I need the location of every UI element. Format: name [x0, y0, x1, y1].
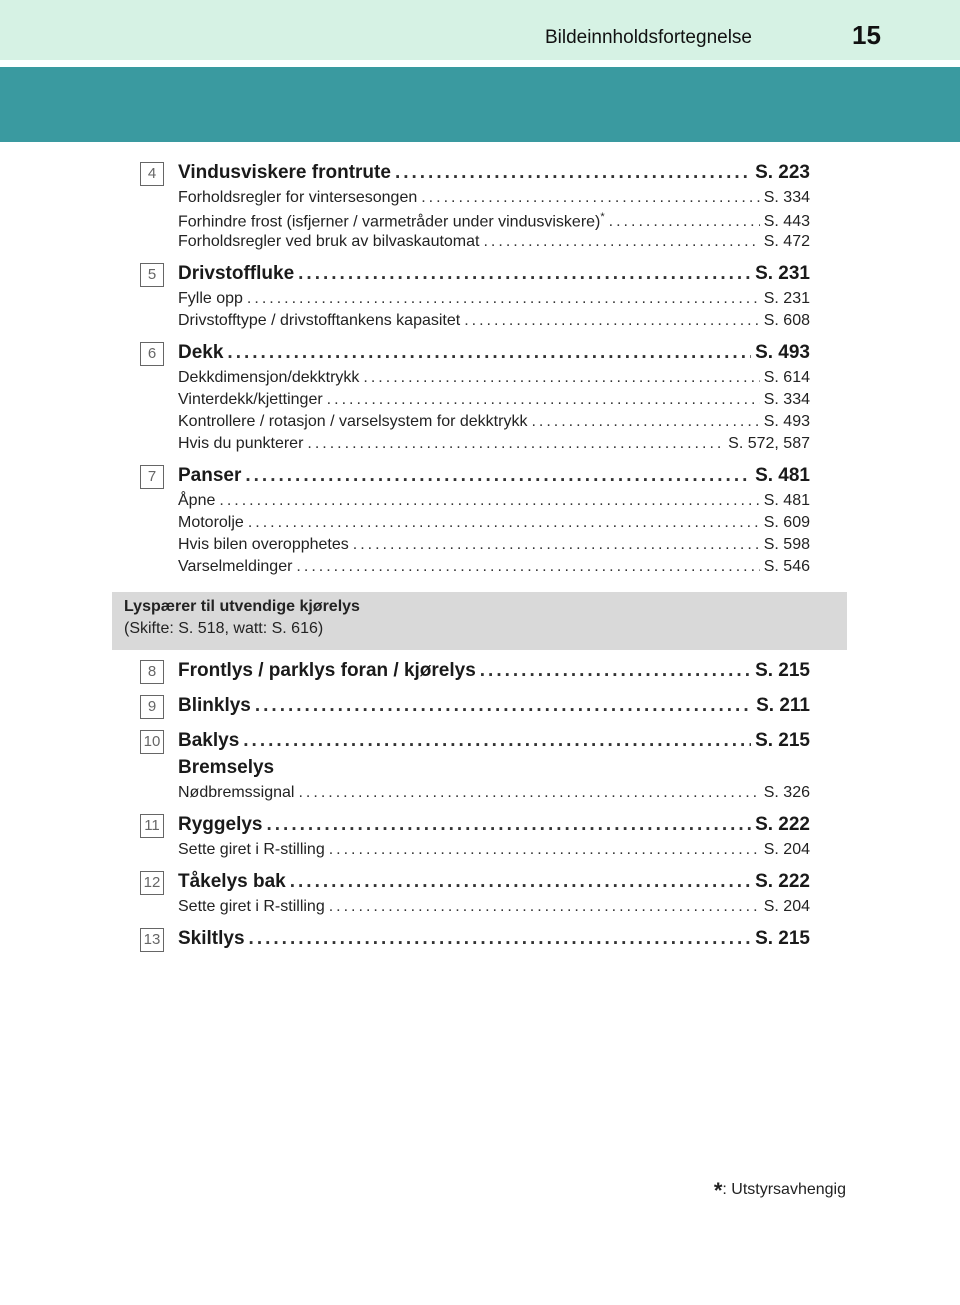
page-ref: S. 211 — [756, 695, 810, 716]
leader-dots — [255, 695, 752, 717]
toc-sub-line[interactable] — [178, 435, 810, 457]
page-ref: S. 443 — [763, 213, 810, 231]
entry-title: Dekk — [178, 342, 224, 363]
toc-sub-line[interactable] — [178, 233, 810, 255]
leader-dots — [249, 928, 752, 950]
toc-main-line[interactable] — [178, 928, 810, 952]
callout-number: 4 — [140, 162, 164, 186]
entry-title: Skiltlys — [178, 928, 245, 949]
toc-sub-line[interactable] — [178, 211, 810, 233]
page-ref: S. 608 — [763, 312, 810, 329]
toc-sub-line[interactable] — [178, 391, 810, 413]
toc-main-line[interactable] — [178, 263, 810, 287]
leader-dots — [480, 660, 751, 682]
toc-main-line[interactable] — [178, 465, 810, 489]
leader-dots — [298, 784, 759, 802]
page-ref: S. 481 — [755, 465, 810, 486]
leader-dots — [298, 263, 751, 285]
lights-section-box — [112, 592, 847, 650]
callout-number: 11 — [140, 814, 164, 838]
toc-sub-line[interactable] — [178, 413, 810, 435]
entry-title: Tåkelys bak — [178, 871, 286, 892]
leader-dots — [363, 369, 759, 387]
page-number: 15 — [852, 20, 881, 50]
sub-title: Fylle opp — [178, 290, 243, 307]
footnote — [714, 1178, 846, 1204]
sub-title: Forholdsregler for vintersesongen — [178, 189, 418, 206]
page-ref: S. 334 — [763, 189, 810, 206]
toc-entry-12 — [140, 871, 810, 921]
toc-entry-10 — [140, 730, 810, 810]
page-ref: S. 222 — [755, 871, 810, 892]
header-title: Bildeinnholdsfortegnelse — [544, 27, 752, 48]
callout-number: 7 — [140, 465, 164, 489]
callout-number: 9 — [140, 695, 164, 719]
page-ref: S. 215 — [755, 730, 810, 751]
toc-sub-line[interactable] — [178, 492, 810, 514]
entry-title: Blinklys — [178, 695, 251, 716]
sub-title: Hvis bilen overopphetes — [178, 536, 349, 553]
leader-dots — [353, 536, 760, 554]
toc-main-line[interactable] — [178, 695, 810, 719]
entry-title-extra[interactable]: Bremselys — [178, 757, 275, 778]
toc-sub-line[interactable] — [178, 898, 810, 920]
page-ref: S. 215 — [755, 928, 810, 949]
lights-section-title: Lyspærer til utvendige kjørelys — [124, 598, 360, 615]
toc-entry-5 — [140, 263, 810, 333]
toc-entry-8 — [140, 660, 810, 686]
sub-title: Forholdsregler ved bruk av bilvaskautomat — [178, 233, 480, 250]
page-ref: S. 326 — [763, 784, 810, 801]
toc-main-line[interactable] — [178, 342, 810, 366]
toc-sub-line[interactable] — [178, 784, 810, 806]
entry-title: Vindusviskere frontrute — [178, 162, 391, 183]
leader-dots — [329, 898, 760, 916]
page-ref: S. 493 — [755, 342, 810, 363]
leader-dots — [327, 391, 760, 409]
toc-sub-line[interactable] — [178, 841, 810, 863]
page-ref: S. 481 — [763, 492, 810, 509]
toc-entry-11 — [140, 814, 810, 864]
sub-title: Sette giret i R-stilling — [178, 841, 325, 858]
page-ref: S. 231 — [763, 290, 810, 307]
leader-dots — [290, 871, 751, 893]
sub-title: Åpne — [178, 492, 216, 509]
page-ref: S. 204 — [763, 898, 810, 915]
callout-number: 13 — [140, 928, 164, 952]
toc-entry-13 — [140, 928, 810, 954]
sub-title: Motorolje — [178, 514, 244, 531]
callout-number: 10 — [140, 730, 164, 754]
toc-entry-4 — [140, 162, 810, 252]
toc-sub-line[interactable] — [178, 514, 810, 536]
sub-title: Kontrollere / rotasjon / varselsystem for dekktrykk — [178, 413, 528, 430]
leader-dots — [245, 465, 751, 487]
leader-dots — [243, 730, 751, 752]
sub-title: Varselmeldinger — [178, 558, 293, 575]
leader-dots — [219, 492, 759, 510]
page-ref: S. 334 — [763, 391, 810, 408]
callout-number: 8 — [140, 660, 164, 684]
leader-dots — [483, 233, 759, 251]
toc-sub-line[interactable] — [178, 290, 810, 312]
page-ref: S. 572, 587 — [728, 435, 810, 452]
leader-dots — [296, 558, 759, 576]
toc-entry-7 — [140, 465, 810, 580]
page-ref: S. 215 — [755, 660, 810, 681]
leader-dots — [395, 162, 751, 184]
sub-title: Hvis du punkterer — [178, 435, 304, 452]
toc-sub-line[interactable] — [178, 312, 810, 334]
leader-dots — [329, 841, 760, 859]
leader-dots — [421, 189, 760, 207]
toc-sub-line[interactable] — [178, 369, 810, 391]
leader-dots — [266, 814, 751, 836]
page-ref: S. 222 — [755, 814, 810, 835]
page-ref: S. 204 — [763, 841, 810, 858]
footnote-star: * — [600, 211, 605, 223]
page-ref: S. 614 — [763, 369, 810, 386]
toc-sub-line[interactable] — [178, 536, 810, 558]
sub-title: Vinterdekk/kjettinger — [178, 391, 323, 408]
callout-number: 5 — [140, 263, 164, 287]
sub-title: Nødbremssignal — [178, 784, 295, 801]
sub-title: Forhindre frost (isfjerner / varmetråder under vindusviskere)* — [178, 211, 605, 231]
entry-title: Frontlys / parklys foran / kjørelys — [178, 660, 476, 681]
callout-number: 6 — [140, 342, 164, 366]
page-ref: S. 493 — [763, 413, 810, 430]
toc-main-line[interactable] — [178, 730, 810, 754]
lights-section-subtitle: (Skifte: S. 518, watt: S. 616) — [124, 620, 324, 637]
toc-main-line[interactable] — [178, 871, 810, 895]
entry-title: Panser — [178, 465, 242, 486]
leader-dots — [307, 435, 724, 453]
toc-entry-6 — [140, 342, 810, 457]
entry-title: Baklys — [178, 730, 240, 751]
toc-sub-line[interactable] — [178, 189, 810, 211]
entry-title: Ryggelys — [178, 814, 263, 835]
sub-title: Dekkdimensjon/dekktrykk — [178, 369, 360, 386]
page-ref: S. 472 — [763, 233, 810, 250]
page-ref: S. 546 — [763, 558, 810, 575]
callout-number: 12 — [140, 871, 164, 895]
leader-dots — [464, 312, 760, 330]
footnote-star: * — [713, 1178, 723, 1203]
leader-dots — [248, 514, 760, 532]
entry-title: Drivstoffluke — [178, 263, 295, 284]
header-band — [0, 0, 960, 60]
toc-main-line[interactable] — [178, 660, 810, 684]
toc-sub-line[interactable] — [178, 558, 810, 580]
toc-main-line[interactable] — [178, 814, 810, 838]
toc-entry-9 — [140, 695, 810, 721]
leader-dots — [247, 290, 760, 308]
leader-dots — [227, 342, 751, 364]
leader-dots — [531, 413, 759, 431]
page-ref: S. 598 — [763, 536, 810, 553]
toc-main-line[interactable] — [178, 162, 810, 186]
sub-title: Sette giret i R-stilling — [178, 898, 325, 915]
header-decor-bar — [0, 67, 960, 142]
page-ref: S. 223 — [755, 162, 810, 183]
page-ref: S. 231 — [755, 263, 810, 284]
page-ref: S. 609 — [763, 514, 810, 531]
footnote-text: : Utstyrsavhengig — [722, 1181, 846, 1198]
sub-title: Drivstofftype / drivstofftankens kapasitet — [178, 312, 461, 329]
leader-dots — [609, 213, 760, 231]
